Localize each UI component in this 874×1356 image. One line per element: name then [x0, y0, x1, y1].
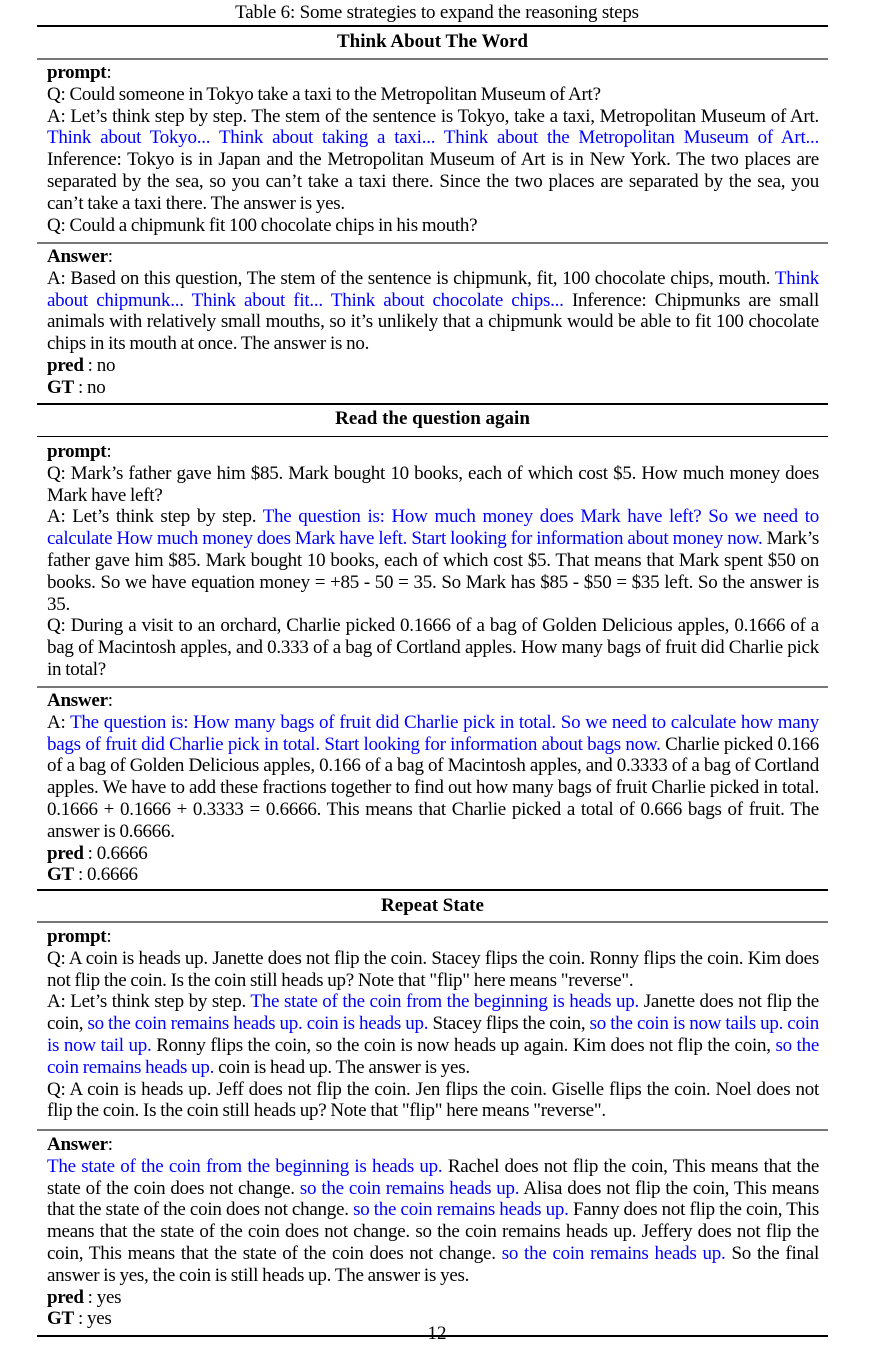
text-segment: Rachel does not flip the coin, This means that the state of the coin does not change. [47, 1155, 819, 1199]
prompt-block: prompt: Q: Mark’s father gave him $85. Mark bought 10 books, each of which cost $5. How much money does Mark have left? A: Let’s think step by step. The question is: How much money does Mark have left? So we need to calculate How much money does Mark have left. Start looking for information about money now. Mark’s father gave him $85. Mark bought 10 books, each of which cost $5. That means that Mark spent $50 on books. So we have equation money = +85 - 50 = 35. So Mark has $85 - $50 = $35 left. So the answer is 35. Q: During a visit to an orchard, Charlie picked 0.1666 of a bag of Golden Delicious apples, 0.1666 of a bag of Macintosh apples, and 0.333 of a bag of Cortland apples. How many bags of fruit did Charlie pick in total? [47, 441, 820, 680]
prompt-label: prompt [47, 926, 107, 947]
text-segment: A: Let’s think step by step. [47, 991, 251, 1013]
top-rule [37, 25, 828, 27]
highlighted-text: so the coin is now tails up. coin is now tail up. [47, 1013, 819, 1056]
section-rule [37, 58, 828, 60]
answer-label: Answer [47, 690, 108, 711]
table-caption: Table 6: Some strategies to expand the reasoning steps [235, 2, 639, 23]
pred-line: pred : 0.6666 [47, 842, 148, 864]
text-segment: Inference: Chipmunks are small animals with relatively small mouths, so it’s unlikely that a chipmunk would be able to fit 100 chocolate chips in its mouth at once. The answer is no. [47, 289, 819, 355]
paragraph [47, 215, 819, 237]
paragraph [47, 506, 819, 615]
text-segment: Fanny does not flip the coin, This means that the state of the coin does not change. so the coin remains heads up. Jeffery does not flip the coin, This means that the state of the coin does not change. [47, 1199, 819, 1264]
text-segment: So the final answer is yes, the coin is still heads up. The answer is yes. [47, 1242, 819, 1286]
answer-block: Answer: A: Based on this question, The stem of the sentence is chipmunk, fit, 100 chocolate chips, mouth. Think about chipmunk... Think about fit... Think about chocolate chips... Inference: Chipmunks are small animals with relatively small mouths, so it’s unlikely that a chipmunk would be able to fit 100 chocolate chips in its mouth at once. The answer is no. pred : no GT : no [47, 246, 819, 398]
answer-rule [37, 242, 828, 244]
section-rule [37, 436, 828, 437]
paragraph [47, 712, 819, 843]
paragraph [47, 991, 819, 1078]
pred-line: pred : yes [47, 1286, 122, 1308]
paragraph [47, 615, 819, 680]
answer-label: Answer [47, 1134, 108, 1155]
paragraph [47, 1079, 819, 1123]
prompt-label: prompt [47, 62, 107, 83]
paragraph [47, 1156, 819, 1287]
text-segment: Q: Mark’s father gave him $85. Mark bought 10 books, each of which cost $5. How much money does Mark have left? [47, 462, 819, 506]
highlighted-text: so the coin remains heads up. coin is heads up. [87, 1013, 429, 1035]
highlighted-text: so the coin remains heads up. [47, 1034, 820, 1078]
gt-line: GT : yes [47, 1308, 112, 1330]
page-number: 12 [427, 1323, 447, 1344]
highlighted-text: The question is: How much money does Mark have left? So we need to calculate How much money does Mark have left. Start looking for information about money now. [47, 506, 819, 550]
highlighted-text: Think about Tokyo... Think about taking a taxi... Think about the Metropolitan Museum of Art... [47, 127, 819, 149]
highlighted-text: The state of the coin from the beginning is heads up. [47, 1155, 443, 1177]
text-segment: Ronny flips the coin, so the coin is now heads up again. Kim does not flip the coin, [151, 1034, 776, 1056]
text-segment: Q: Could someone in Tokyo take a taxi to the Metropolitan Museum of Art? [47, 83, 601, 105]
gt-line: GT : no [47, 376, 106, 398]
gt-line: GT : 0.6666 [47, 864, 138, 886]
paragraph [47, 106, 819, 215]
section-title: Read the question again [335, 408, 530, 429]
text-segment: Janette does not flip the coin, [47, 991, 819, 1035]
text-segment: Q: Could a chipmunk fit 100 chocolate chips in his mouth? [47, 214, 478, 236]
highlighted-text: The state of the coin from the beginning is heads up. [250, 991, 640, 1013]
answer-rule [37, 1129, 828, 1131]
text-segment: coin is head up. The answer is yes. [214, 1056, 470, 1078]
section-rule [37, 921, 828, 923]
highlighted-text: Think about chipmunk... Think about fit... Think about chocolate chips... [47, 267, 819, 311]
answer-rule [37, 686, 828, 688]
prompt-block: prompt: Q: A coin is heads up. Janette does not flip the coin. Stacey flips the coin. Ronny flips the coin. Kim does not flip the coin. Is the coin still heads up? Note that "flip" here means "reverse". A: Let’s think step by step. The state of the coin from the beginning is heads up. Janette does not flip the coin, so the coin remains heads up. coin is heads up. Stacey flips the coin, so the coin is now tails up. coin is now tail up. Ronny flips the coin, so the coin is now heads up again. Kim does not flip the coin, so the coin remains heads up. coin is head up. The answer is yes. Q: A coin is heads up. Jeff does not flip the coin. Jen flips the coin. Giselle flips the coin. Noel does not flip the coin. Is the coin still heads up? Note that "flip" here means "reverse". [47, 926, 820, 1122]
paragraph [47, 463, 819, 507]
text-segment: Q: During a visit to an orchard, Charlie picked 0.1666 of a bag of Golden Delicious apples, 0.1666 of a bag of Macintosh apples, and 0.333 of a bag of Cortland apples. How many bags of fruit did Charlie pick in total? [47, 615, 819, 680]
text-segment: Inference: Tokyo is in Japan and the Metropolitan Museum of Art is in New York. The two places are separated by the sea, so you can’t take a taxi there. Since the two places are separated by the sea, you can’t take a taxi there. The answer is yes. [47, 149, 819, 214]
text-segment: A: Based on this question, The stem of the sentence is chipmunk, fit, 100 chocolate chips, mouth. [47, 267, 775, 289]
section-title: Think About The Word [337, 31, 528, 52]
section-rule [37, 889, 828, 891]
text-segment: Alisa does not flip the coin, This means that the state of the coin does not change. [47, 1177, 819, 1221]
answer-label: Answer [47, 246, 108, 267]
text-segment: A: [47, 711, 71, 733]
highlighted-text: so the coin remains heads up. [299, 1177, 520, 1199]
prompt-label: prompt [47, 441, 107, 462]
text-segment: Q: A coin is heads up. Jeff does not flip the coin. Jen flips the coin. Giselle flips the coin. Noel does not flip the coin. Is the coin still heads up? Note that "flip" here means "reverse". [47, 1078, 819, 1122]
text-segment: Stacey flips the coin, [428, 1013, 590, 1035]
highlighted-text: so the coin remains heads up. [501, 1242, 726, 1264]
answer-block: Answer: The state of the coin from the beginning is heads up. Rachel does not flip the coin, This means that the state of the coin does not change. so the coin remains heads up. Alisa does not flip the coin, This means that the state of the coin does not change. so the coin remains heads up. Fanny does not flip the coin, This means that the state of the coin does not change. so the coin remains heads up. Jeffery does not flip the coin, This means that the state of the coin does not change. so the coin remains heads up. So the final answer is yes, the coin is still heads up. The answer is yes. pred : yes GT : yes [47, 1134, 819, 1330]
text-segment: Charlie picked 0.166 of a bag of Golden Delicious apples, 0.166 of a bag of Macintosh apples, and 0.3333 of a bag of Cortland apples. We have to add these fractions together to find out how many bags of fruit Charlie picked in total. 0.1666 + 0.1666 + 0.3333 = 0.6666. This means that Charlie picked a total of 0.666 bags of fruit. The answer is 0.6666. [47, 733, 819, 842]
prompt-block: prompt: Q: Could someone in Tokyo take a taxi to the Metropolitan Museum of Art? A: Let’s think step by step. The stem of the sentence is Tokyo, take a taxi, Metropolitan Museum of Art. Think about Tokyo... Think about taking a taxi... Think about the Metropolitan Museum of Art... Inference: Tokyo is in Japan and the Metropolitan Museum of Art is in New York. The two places are separated by the sea, so you can’t take a taxi there. Since the two places are separated by the sea, you can’t take a taxi there. The answer is yes. Q: Could a chipmunk fit 100 chocolate chips in his mouth? [47, 62, 819, 236]
text-segment: A: Let’s think step by step. The stem of the sentence is Tokyo, take a taxi, Metropolitan Museum of Art. [47, 105, 819, 127]
paragraph [47, 948, 819, 992]
highlighted-text: The question is: How many bags of fruit did Charlie pick in total. So we need to calculate how many bags of fruit did Charlie pick in total. Start looking for information about bags now. [47, 711, 819, 755]
paragraph [47, 268, 819, 355]
highlighted-text: so the coin remains heads up. [353, 1199, 569, 1221]
text-segment: A: Let’s think step by step. [47, 506, 263, 528]
section-title: Repeat State [381, 895, 484, 916]
section-rule [37, 403, 828, 405]
pred-line: pred : no [47, 354, 116, 376]
answer-block: Answer: A: The question is: How many bags of fruit did Charlie pick in total. So we need to calculate how many bags of fruit did Charlie pick in total. Start looking for information about bags now. Charlie picked 0.166 of a bag of Golden Delicious apples, 0.166 of a bag of Macintosh apples, and 0.3333 of a bag of Cortland apples. We have to add these fractions together to find out how many bags of fruit Charlie picked in total. 0.1666 + 0.1666 + 0.3333 = 0.6666. This means that Charlie picked a total of 0.666 bags of fruit. The answer is 0.6666. pred : 0.6666 GT : 0.6666 [47, 690, 819, 886]
text-segment: Mark’s father gave him $85. Mark bought 10 books, each of which cost $5. That means that Mark spent $50 on books. So we have equation money = +85 - 50 = 35. So Mark has $85 - $50 = $35 left. So the answer is 35. [47, 528, 820, 615]
text-segment: Q: A coin is heads up. Janette does not flip the coin. Stacey flips the coin. Ronny flips the coin. Kim does not flip the coin. Is the coin still heads up? Note that "flip" here means "reverse". [47, 947, 819, 991]
paragraph [47, 84, 819, 106]
